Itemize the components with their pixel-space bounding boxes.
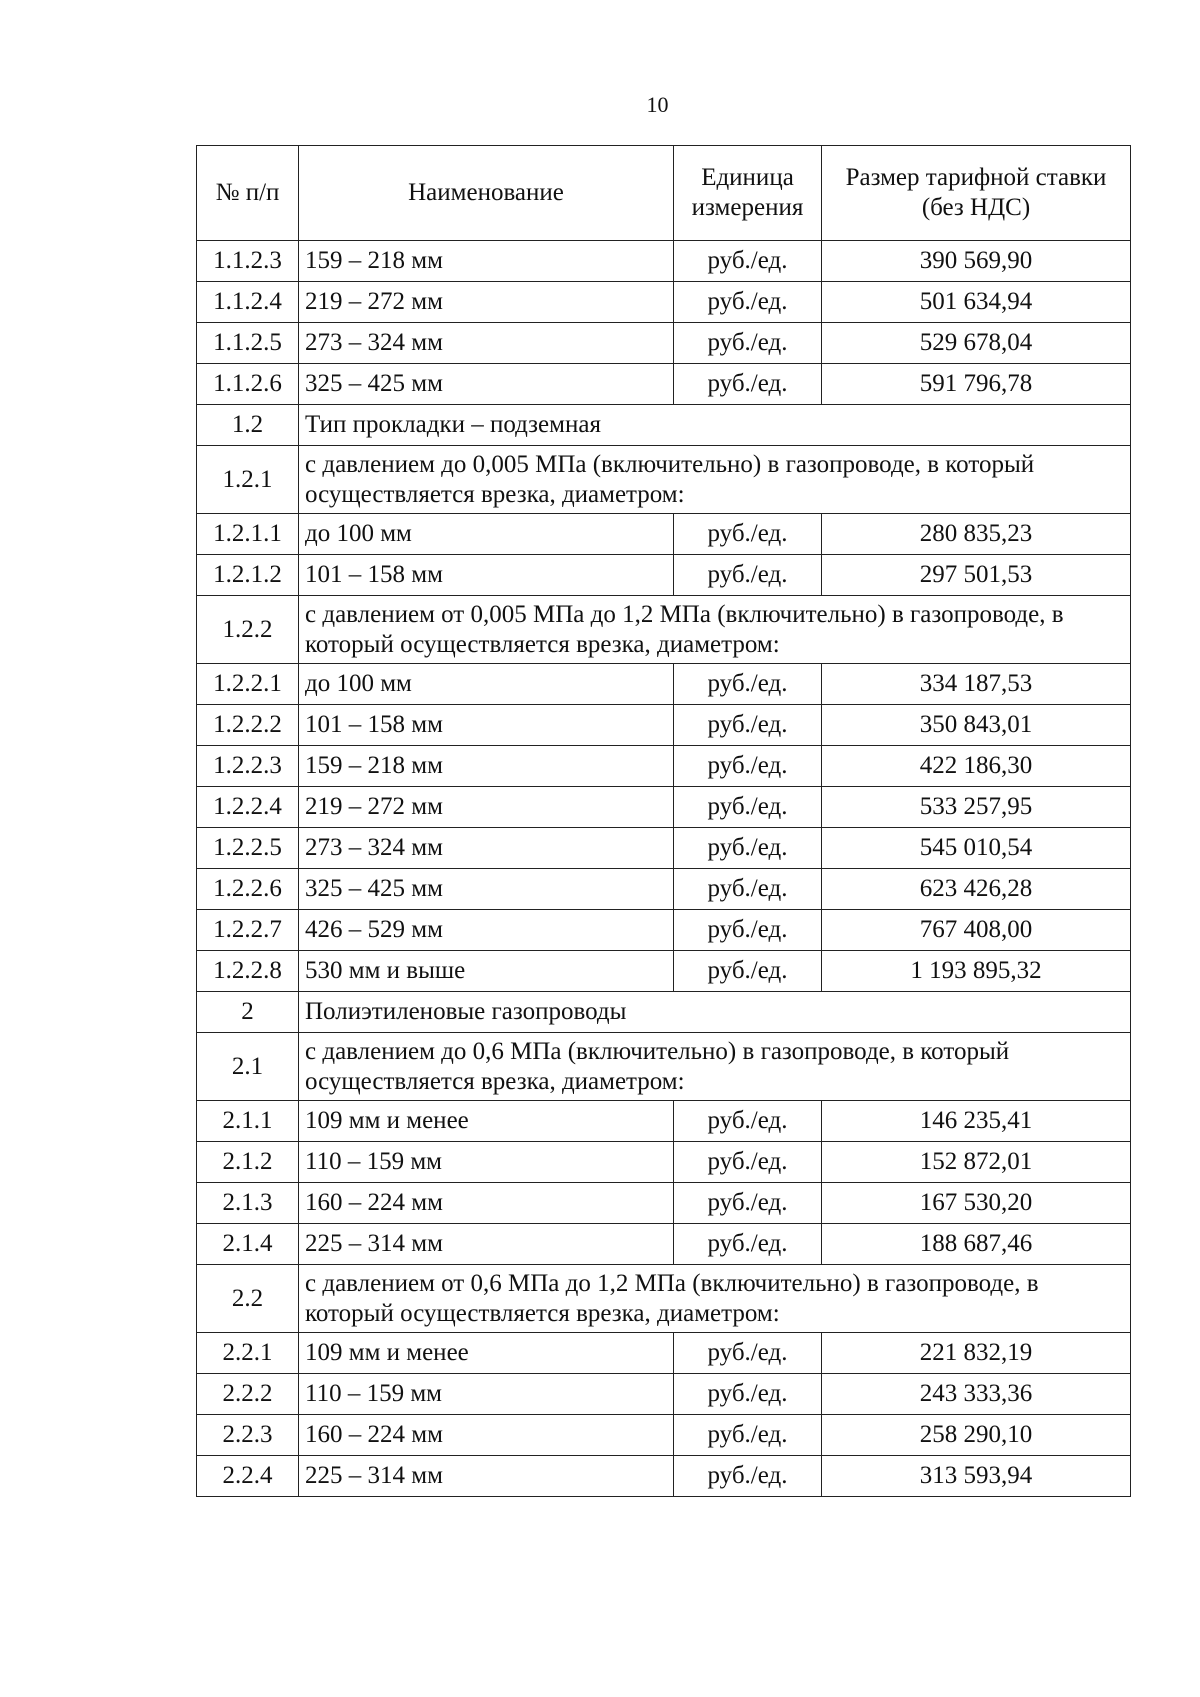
- group-row: [197, 1033, 1131, 1101]
- row-unit: руб./ед.: [674, 1224, 822, 1265]
- group-description: с давлением до 0,005 МПа (включительно) в газопроводе, в который осуществляется врезка, диаметром:: [299, 446, 1131, 514]
- row-rate: 280 835,23: [822, 514, 1131, 555]
- header-num: № п/п: [197, 146, 299, 241]
- row-unit: руб./ед.: [674, 323, 822, 364]
- row-number: 1.1.2.6: [197, 364, 299, 405]
- row-name: 101 – 158 мм: [299, 705, 674, 746]
- row-rate: 1 193 895,32: [822, 951, 1131, 992]
- table-row: [197, 1224, 1131, 1265]
- table-row: [197, 323, 1131, 364]
- row-number: 1.1.2.4: [197, 282, 299, 323]
- row-rate: 623 426,28: [822, 869, 1131, 910]
- row-unit: руб./ед.: [674, 1142, 822, 1183]
- group-description: с давлением от 0,005 МПа до 1,2 МПа (включительно) в газопроводе, в который осуществляется врезка, диаметром:: [299, 596, 1131, 664]
- row-unit: руб./ед.: [674, 787, 822, 828]
- row-number: 1.2.2.5: [197, 828, 299, 869]
- row-unit: руб./ед.: [674, 951, 822, 992]
- row-number: 2: [197, 992, 299, 1033]
- table-row: [197, 1374, 1131, 1415]
- row-unit: руб./ед.: [674, 1415, 822, 1456]
- row-rate: 350 843,01: [822, 705, 1131, 746]
- table-row: [197, 364, 1131, 405]
- row-rate: 390 569,90: [822, 241, 1131, 282]
- row-unit: руб./ед.: [674, 828, 822, 869]
- row-name: 325 – 425 мм: [299, 869, 674, 910]
- row-rate: 146 235,41: [822, 1101, 1131, 1142]
- table-row: [197, 746, 1131, 787]
- header-rate: Размер тарифной ставки (без НДС): [822, 146, 1131, 241]
- row-number: 1.2.2.6: [197, 869, 299, 910]
- table-row: [197, 1101, 1131, 1142]
- table-row: [197, 869, 1131, 910]
- row-rate: 297 501,53: [822, 555, 1131, 596]
- table-row: [197, 555, 1131, 596]
- row-number: 1.2.2.7: [197, 910, 299, 951]
- row-unit: руб./ед.: [674, 1456, 822, 1497]
- table-row: [197, 705, 1131, 746]
- row-number: 2.1.4: [197, 1224, 299, 1265]
- row-number: 1.1.2.3: [197, 241, 299, 282]
- table-row: [197, 1333, 1131, 1374]
- row-name: 159 – 218 мм: [299, 746, 674, 787]
- row-unit: руб./ед.: [674, 282, 822, 323]
- row-rate: 221 832,19: [822, 1333, 1131, 1374]
- row-unit: руб./ед.: [674, 1374, 822, 1415]
- row-number: 1.2.2.3: [197, 746, 299, 787]
- row-name: 101 – 158 мм: [299, 555, 674, 596]
- row-name: 110 – 159 мм: [299, 1142, 674, 1183]
- row-unit: руб./ед.: [674, 555, 822, 596]
- table-row: [197, 1183, 1131, 1224]
- row-number: 1.2.2: [197, 596, 299, 664]
- header-row: [197, 146, 1131, 241]
- row-name: 325 – 425 мм: [299, 364, 674, 405]
- row-name: 109 мм и менее: [299, 1101, 674, 1142]
- table-row: [197, 514, 1131, 555]
- header-name: Наименование: [299, 146, 674, 241]
- row-unit: руб./ед.: [674, 869, 822, 910]
- group-row: [197, 596, 1131, 664]
- header-unit: Единица измерения: [674, 146, 822, 241]
- row-name: 160 – 224 мм: [299, 1183, 674, 1224]
- table-row: [197, 787, 1131, 828]
- page-number: 10: [646, 92, 669, 117]
- row-number: 1.2.2.2: [197, 705, 299, 746]
- row-rate: 529 678,04: [822, 323, 1131, 364]
- group-description: с давлением от 0,6 МПа до 1,2 МПа (включительно) в газопроводе, в который осуществляется врезка, диаметром:: [299, 1265, 1131, 1333]
- row-rate: 591 796,78: [822, 364, 1131, 405]
- table-row: [197, 910, 1131, 951]
- tariff-table: [196, 145, 1131, 1497]
- group-description: с давлением до 0,6 МПа (включительно) в газопроводе, в который осуществляется врезка, диаметром:: [299, 1033, 1131, 1101]
- row-number: 2.1.3: [197, 1183, 299, 1224]
- row-rate: 334 187,53: [822, 664, 1131, 705]
- row-unit: руб./ед.: [674, 1183, 822, 1224]
- row-number: 1.2.2.1: [197, 664, 299, 705]
- row-rate: 188 687,46: [822, 1224, 1131, 1265]
- row-unit: руб./ед.: [674, 514, 822, 555]
- group-row: [197, 446, 1131, 514]
- row-unit: руб./ед.: [674, 910, 822, 951]
- row-name: 530 мм и выше: [299, 951, 674, 992]
- row-number: 2.2.3: [197, 1415, 299, 1456]
- row-name: до 100 мм: [299, 514, 674, 555]
- group-row: [197, 1265, 1131, 1333]
- row-rate: 422 186,30: [822, 746, 1131, 787]
- table-row: [197, 282, 1131, 323]
- row-number: 2.2.2: [197, 1374, 299, 1415]
- row-number: 1.1.2.5: [197, 323, 299, 364]
- row-number: 2.1.1: [197, 1101, 299, 1142]
- row-number: 1.2.2.4: [197, 787, 299, 828]
- row-rate: 767 408,00: [822, 910, 1131, 951]
- row-number: 2.2.1: [197, 1333, 299, 1374]
- row-number: 2.2: [197, 1265, 299, 1333]
- row-rate: 313 593,94: [822, 1456, 1131, 1497]
- row-name: 109 мм и менее: [299, 1333, 674, 1374]
- row-rate: 533 257,95: [822, 787, 1131, 828]
- row-number: 1.2: [197, 405, 299, 446]
- section-heading-row: [197, 992, 1131, 1033]
- row-number: 2.2.4: [197, 1456, 299, 1497]
- row-unit: руб./ед.: [674, 364, 822, 405]
- section-heading-row: [197, 405, 1131, 446]
- table-row: [197, 1142, 1131, 1183]
- row-number: 1.2.1.1: [197, 514, 299, 555]
- row-name: 426 – 529 мм: [299, 910, 674, 951]
- row-name: 160 – 224 мм: [299, 1415, 674, 1456]
- table-body: [197, 241, 1131, 1497]
- row-name: 225 – 314 мм: [299, 1456, 674, 1497]
- row-rate: 258 290,10: [822, 1415, 1131, 1456]
- table-row: [197, 1456, 1131, 1497]
- table-row: [197, 828, 1131, 869]
- row-rate: 501 634,94: [822, 282, 1131, 323]
- table-row: [197, 951, 1131, 992]
- row-number: 1.2.1.2: [197, 555, 299, 596]
- row-name: до 100 мм: [299, 664, 674, 705]
- row-name: 273 – 324 мм: [299, 323, 674, 364]
- row-name: 219 – 272 мм: [299, 282, 674, 323]
- table-row: [197, 241, 1131, 282]
- row-name: 225 – 314 мм: [299, 1224, 674, 1265]
- row-rate: 545 010,54: [822, 828, 1131, 869]
- table-row: [197, 664, 1131, 705]
- table-row: [197, 1415, 1131, 1456]
- section-title: Полиэтиленовые газопроводы: [299, 992, 1131, 1033]
- row-unit: руб./ед.: [674, 1333, 822, 1374]
- row-rate: 152 872,01: [822, 1142, 1131, 1183]
- row-rate: 167 530,20: [822, 1183, 1131, 1224]
- row-number: 1.2.2.8: [197, 951, 299, 992]
- row-unit: руб./ед.: [674, 241, 822, 282]
- section-title: Тип прокладки – подземная: [299, 405, 1131, 446]
- row-unit: руб./ед.: [674, 664, 822, 705]
- row-number: 1.2.1: [197, 446, 299, 514]
- row-rate: 243 333,36: [822, 1374, 1131, 1415]
- table-header: [197, 146, 1131, 241]
- row-unit: руб./ед.: [674, 746, 822, 787]
- row-unit: руб./ед.: [674, 1101, 822, 1142]
- row-number: 2.1.2: [197, 1142, 299, 1183]
- row-name: 273 – 324 мм: [299, 828, 674, 869]
- row-name: 219 – 272 мм: [299, 787, 674, 828]
- row-number: 2.1: [197, 1033, 299, 1101]
- row-name: 110 – 159 мм: [299, 1374, 674, 1415]
- row-name: 159 – 218 мм: [299, 241, 674, 282]
- row-unit: руб./ед.: [674, 705, 822, 746]
